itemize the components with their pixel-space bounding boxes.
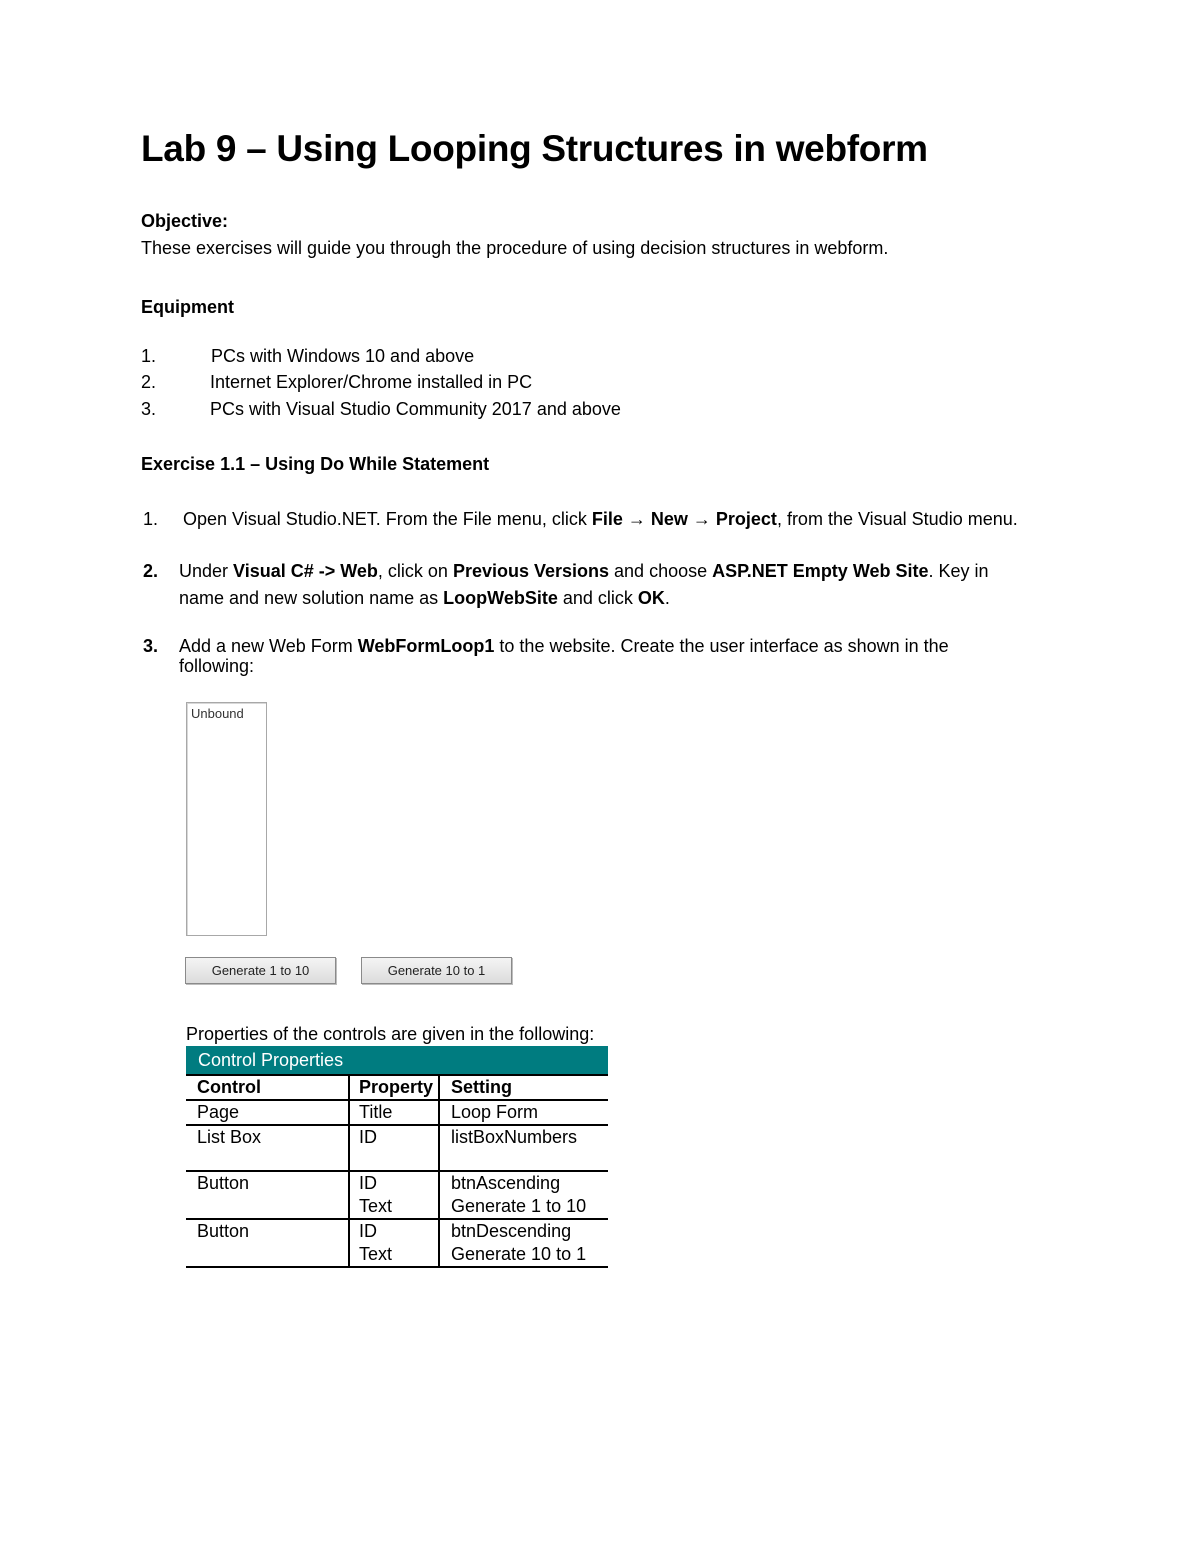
table-cell: ID Text [349,1219,439,1267]
table-caption-row [186,1046,608,1075]
table-cell: listBoxNumbers [439,1125,608,1171]
step-number: 1. [143,509,159,529]
step-number: 2. [143,561,159,581]
table-cell: Loop Form [439,1100,608,1125]
list-item: Internet Explorer/Chrome installed in PC [210,372,533,392]
equipment-heading: Equipment [141,297,234,317]
step-3-text: Add a new Web Form WebFormLoop1 to the website. Create the user interface as shown in the [179,636,949,656]
list-item-number: 2. [141,372,157,392]
list-item-number: 3. [141,399,157,419]
table-row [186,1219,608,1267]
table-cell: btnAscending Generate 1 to 10 [439,1171,608,1219]
table-caption: Control Properties [186,1046,608,1075]
properties-intro: Properties of the controls are given in the following: [186,1024,595,1044]
table-cell: Button [186,1219,349,1267]
step-1-text: Open Visual Studio.NET. From the File menu, click File → New → Project, from the Visual Studio menu. [183,509,1018,529]
table-cell: List Box [186,1125,349,1171]
table-row [186,1125,608,1171]
table-cell: Title [349,1100,439,1125]
table-cell: ID [349,1125,439,1171]
step-number: 3. [143,636,159,656]
table-cell: btnDescending Generate 10 to 1 [439,1219,608,1267]
generate-descending-button[interactable]: Generate 10 to 1 [361,957,512,984]
column-header: Control [186,1075,349,1100]
table-cell: ID Text [349,1171,439,1219]
table-cell: Button [186,1171,349,1219]
step-2-text: Under Visual C# -> Web, click on Previous Versions and choose ASP.NET Empty Web Site. Key in [179,561,989,581]
table-header-row [186,1075,608,1100]
list-item: PCs with Windows 10 and above [211,346,475,366]
control-properties-table [186,1046,608,1268]
objective-text: These exercises will guide you through the procedure of using decision structures in webform. [141,238,889,258]
list-item: PCs with Visual Studio Community 2017 and above [210,399,621,419]
objective-heading: Objective: [141,211,229,231]
step-2-text-line2: name and new solution name as LoopWebSite and click OK. [179,588,670,608]
step-3-text-line2: following: [179,656,255,676]
column-header: Setting [439,1075,608,1100]
list-item-number: 1. [141,346,157,366]
page-title: Lab 9 – Using Looping Structures in webform [141,128,928,169]
listbox-placeholder: Unbound [191,706,244,721]
table-row [186,1171,608,1219]
table-cell: Page [186,1100,349,1125]
listbox-preview[interactable] [186,702,267,936]
generate-ascending-button[interactable]: Generate 1 to 10 [185,957,336,984]
table-row [186,1100,608,1125]
exercise-heading: Exercise 1.1 – Using Do While Statement [141,454,490,474]
column-header: Property [349,1075,439,1100]
